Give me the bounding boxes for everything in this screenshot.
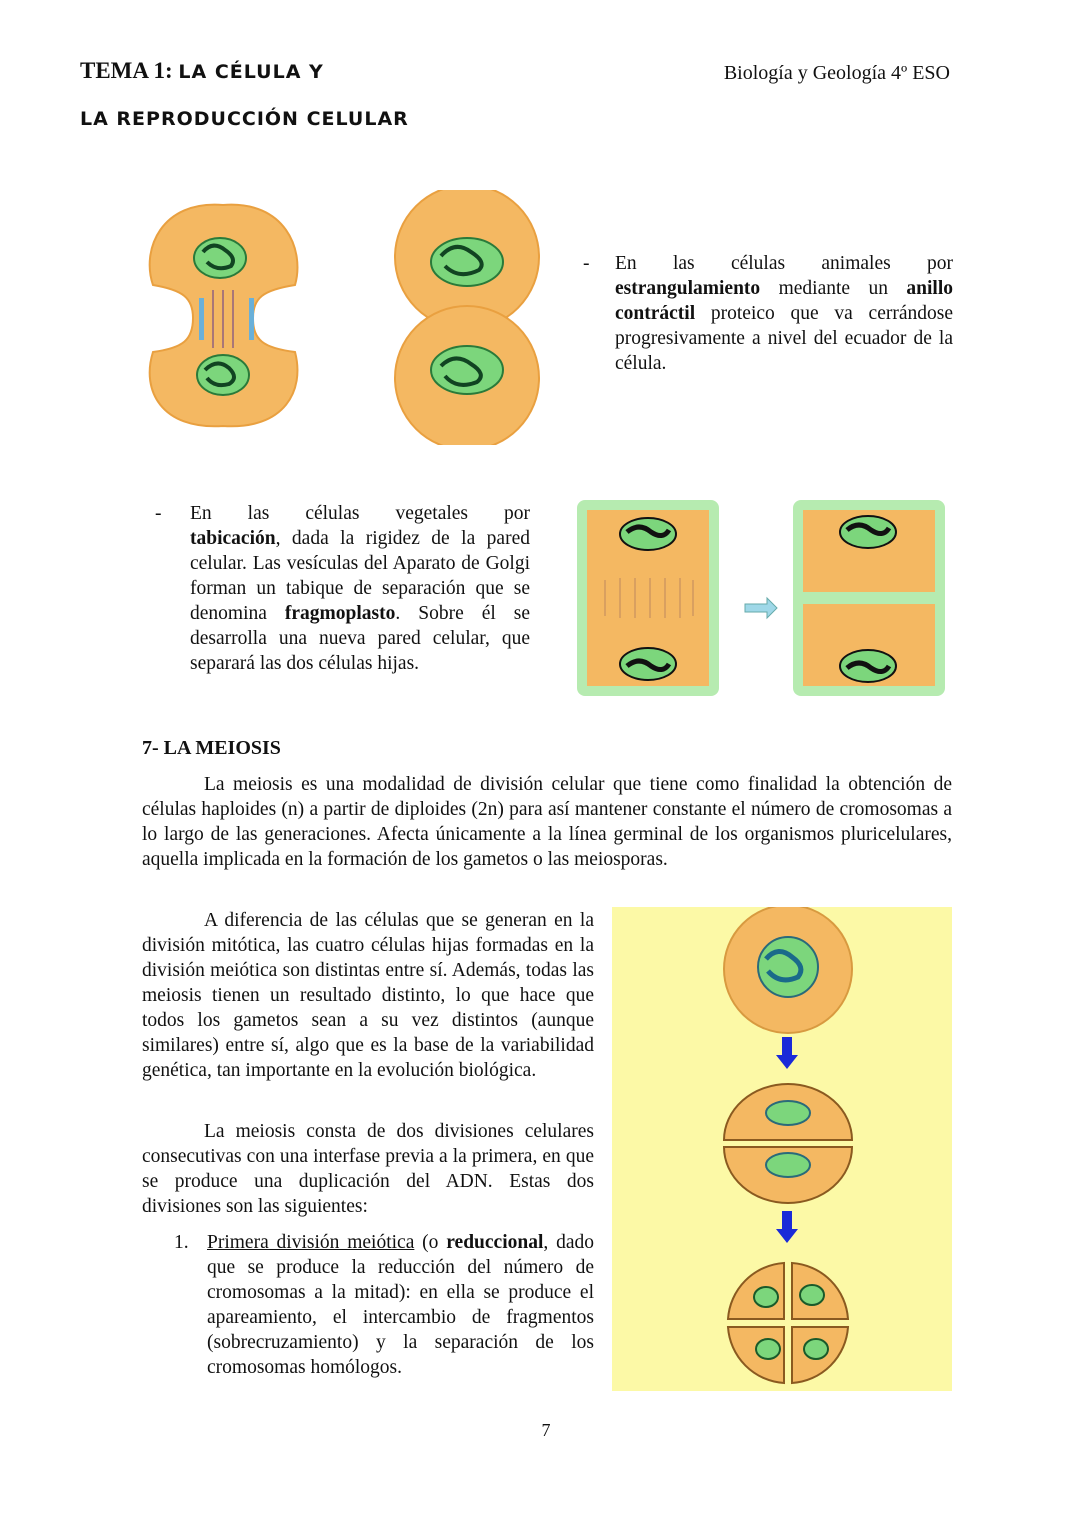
- meiosis-intro: La meiosis es una modalidad de división celular que tiene como finalidad la obtención de células haploides (n) a partir de diploides (2n) para así mantener constante el número de cromosomas a lo largo de las generaciones. Afecta únicamente a la línea germinal de los organismos pluricelulares, aquella implicada en la formación de los gametos o las meiosporas.: [142, 774, 952, 870]
- animal-cytokinesis-figure: [145, 190, 545, 445]
- animal-bold2: anillo contráctil: [615, 278, 953, 324]
- list-item: 1. Primera división meiótica (o reduccional, dado que se produce la reducción del número de cromosomas a la mitad): en ella se produce el apareamiento, el intercambio de fragmentos (sobrecruzamiento) y la separación de los cromosomas homólogos.: [174, 1232, 594, 1378]
- meiosis-figure: [612, 907, 952, 1391]
- tema-label: TEMA 1: [80, 58, 165, 83]
- section-title: 7- LA MEIOSIS: [142, 737, 281, 759]
- vegetal-bold1: tabicación: [190, 528, 276, 549]
- list-number: 1.: [174, 1232, 189, 1253]
- vegetal-line1: En las células vegetales por: [190, 503, 530, 524]
- meiosis-diferencia: A diferencia de las células que se generan en la división mitótica, las cuatro células hijas formadas en la división meiótica son distintas entre sí. Además, todas las meiosis tienen un resultado distinto, lo que hace que todos los gametos sean a su vez distintos (aunque similares) entre sí, algo que es la base de la variabilidad genética, tan importante en la evolución biológica.: [142, 910, 594, 1081]
- plant-cytokinesis-figure: [575, 498, 950, 703]
- page-number: 7: [541, 1420, 551, 1440]
- item1-underlined: Primera división meiótica: [207, 1232, 415, 1253]
- course-label: Biología y Geología 4º ESO: [723, 62, 950, 84]
- title-line2: LA REPRODUCCIÓN CELULAR: [80, 108, 409, 130]
- title-line1: LA CÉLULA Y: [178, 61, 324, 83]
- vegetal-paragraph: - En las células vegetales por tabicación, dada la rigidez de la pared celular. Las vesículas del Aparato de Golgi forman un tabique de separación que se denomina fragmoplasto. Sobre él se desarrolla una nueva pared celular, que separará las dos células hijas.: [155, 503, 530, 674]
- animal-paragraph: - En las células animales por estrangulamiento mediante un anillo contráctil proteico que va cerrándose progresivamente a nivel del ecuador de la célula.: [583, 253, 953, 374]
- item1-bold: reduccional: [446, 1232, 544, 1253]
- animal-bold1: estrangulamiento: [615, 278, 761, 299]
- meiosis-consta: La meiosis consta de dos divisiones celulares consecutivas con una interfase previa a la primera, en que se produce una duplicación del ADN. Estas dos divisiones son las siguientes:: [142, 1121, 594, 1217]
- header-title: TEMA 1: LA CÉLULA Y: [80, 58, 324, 83]
- animal-line1: En las células animales por: [615, 253, 953, 274]
- vegetal-bold2: fragmoplasto: [284, 603, 396, 624]
